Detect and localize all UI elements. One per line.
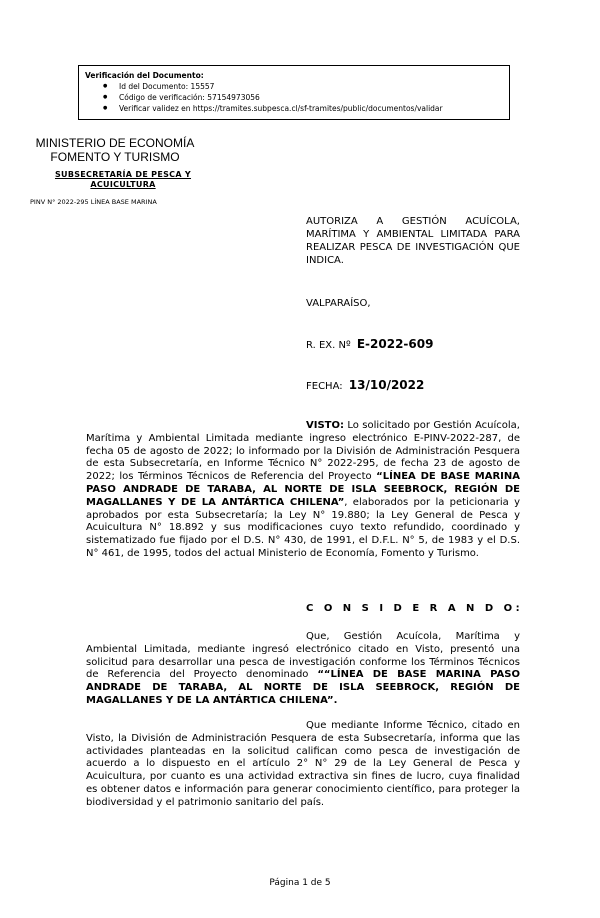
document-summary: AUTORIZA A GESTIÓN ACUÍCOLA, MARÍTIMA Y AMBIENTAL LIMITADA PARA REALIZAR PESCA DE INVESTIGACIÓN QUE INDICA. <box>306 216 520 266</box>
visto-project-name: “LÍNEA DE BASE MARINA PASO ANDRADE DE TARABA, AL NORTE DE ISLA SEEBROCK, REGIÓN DE MAGALLANES Y DE LA ANTÁRTICA CHILENA” <box>86 471 521 508</box>
place: VALPARAÍSO, <box>306 298 371 309</box>
paragraph1-text-1: Que, Gestión Acuícola, Marítima y Ambiental Limitada, mediante ingresó electrónico citado en Visto, presentó una solicitud para desarrollar una pesca de investigación conforme los Términos Técnicos de Referencia del Proyecto denominado <box>86 631 520 681</box>
verification-box <box>78 65 510 120</box>
visto-label: VISTO: <box>306 420 344 431</box>
resolution-number <box>306 337 433 351</box>
considerando-heading: C O N S I D E R A N D O: <box>306 603 524 614</box>
visto-text-1: Lo solicitado por Gestión Acuícola, Marítima y Ambiental Limitada mediante ingreso electrónico E-PINV-2022-287, de fecha 05 de agosto de 2022; lo informado por la División de Administración Pesquera de esta Subsecretaría, en Informe Técnico N° 2022-295, de fecha 23 de agosto de 2022; los Términos Técnicos de Referencia del Proyecto <box>86 420 520 483</box>
verification-url[interactable]: ● Verificar validez en https://tramites.subpesca.cl/sf-tramites/public/documentos/validar <box>119 103 509 114</box>
visto-paragraph <box>86 420 520 561</box>
considerando-paragraph-2: Que mediante Informe Técnico, citado en Visto, la División de Administración Pesquera de esta Subsecretaría, informa que las actividades planteadas en la solicitud califican como pesca de investigación de acuerdo a lo dispuesto en el artículo 2° N° 29 de la Ley General de Pesca y Acuicultura, por cuanto es una actividad extractiva sin fines de lucro, cuya finalidad es obtener datos e información para generar conocimiento científico, para proteger la biodiversidad y el patrimonio sanitario del país. <box>86 720 520 808</box>
visto-text-2: , elaborados por la peticionaria y aprobados por esta Subsecretaría; la Ley N° 19.880; la Ley General de Pesca y Acuicultura N° 18.892 y sus modificaciones cuyo texto refundido, coordinado y sistematizado fue fijado por el D.S. N° 430, de 1991, el D.F.L. N° 5, de 1983 y el D.S. N° 461, de 1995, todos del actual Ministerio de Economía, Fomento y Turismo. <box>86 496 520 559</box>
ministry-name <box>30 136 200 164</box>
verification-code: ● Código de verificación: 57154973056 <box>119 92 509 103</box>
date-label: FECHA: <box>306 381 343 392</box>
resolution-label: R. EX. Nº <box>306 340 351 351</box>
paragraph1-project-name: ““LÍNEA DE BASE MARINA PASO ANDRADE DE TARABA, AL NORTE DE ISLA SEEBROCK, REGIÓN DE MAGALLANES Y DE LA ANTÁRTICA CHILENA”. <box>86 669 520 706</box>
page-number: Página 1 de 5 <box>269 878 331 888</box>
ministry-line1: MINISTERIO DE ECONOMÍA <box>35 136 195 150</box>
pinv-reference: PINV N° 2022-295 LÍNEA BASE MARINA <box>30 198 157 206</box>
date-value: 13/10/2022 <box>348 378 425 392</box>
ministry-line2: FOMENTO Y TURISMO <box>50 150 180 164</box>
verification-list <box>85 81 509 114</box>
subsecretaria-line1: SUBSECRETARÍA DE PESCA Y <box>54 170 192 179</box>
considerando-paragraph-1 <box>86 631 520 708</box>
subsecretaria-name <box>38 170 208 190</box>
verification-id: ● Id del Documento: 15557 <box>119 81 509 92</box>
resolution-value: E-2022-609 <box>356 337 434 351</box>
verification-title: Verificación del Documento: <box>85 71 204 80</box>
document-date <box>306 378 424 392</box>
subsecretaria-line2: ACUICULTURA <box>90 180 156 189</box>
